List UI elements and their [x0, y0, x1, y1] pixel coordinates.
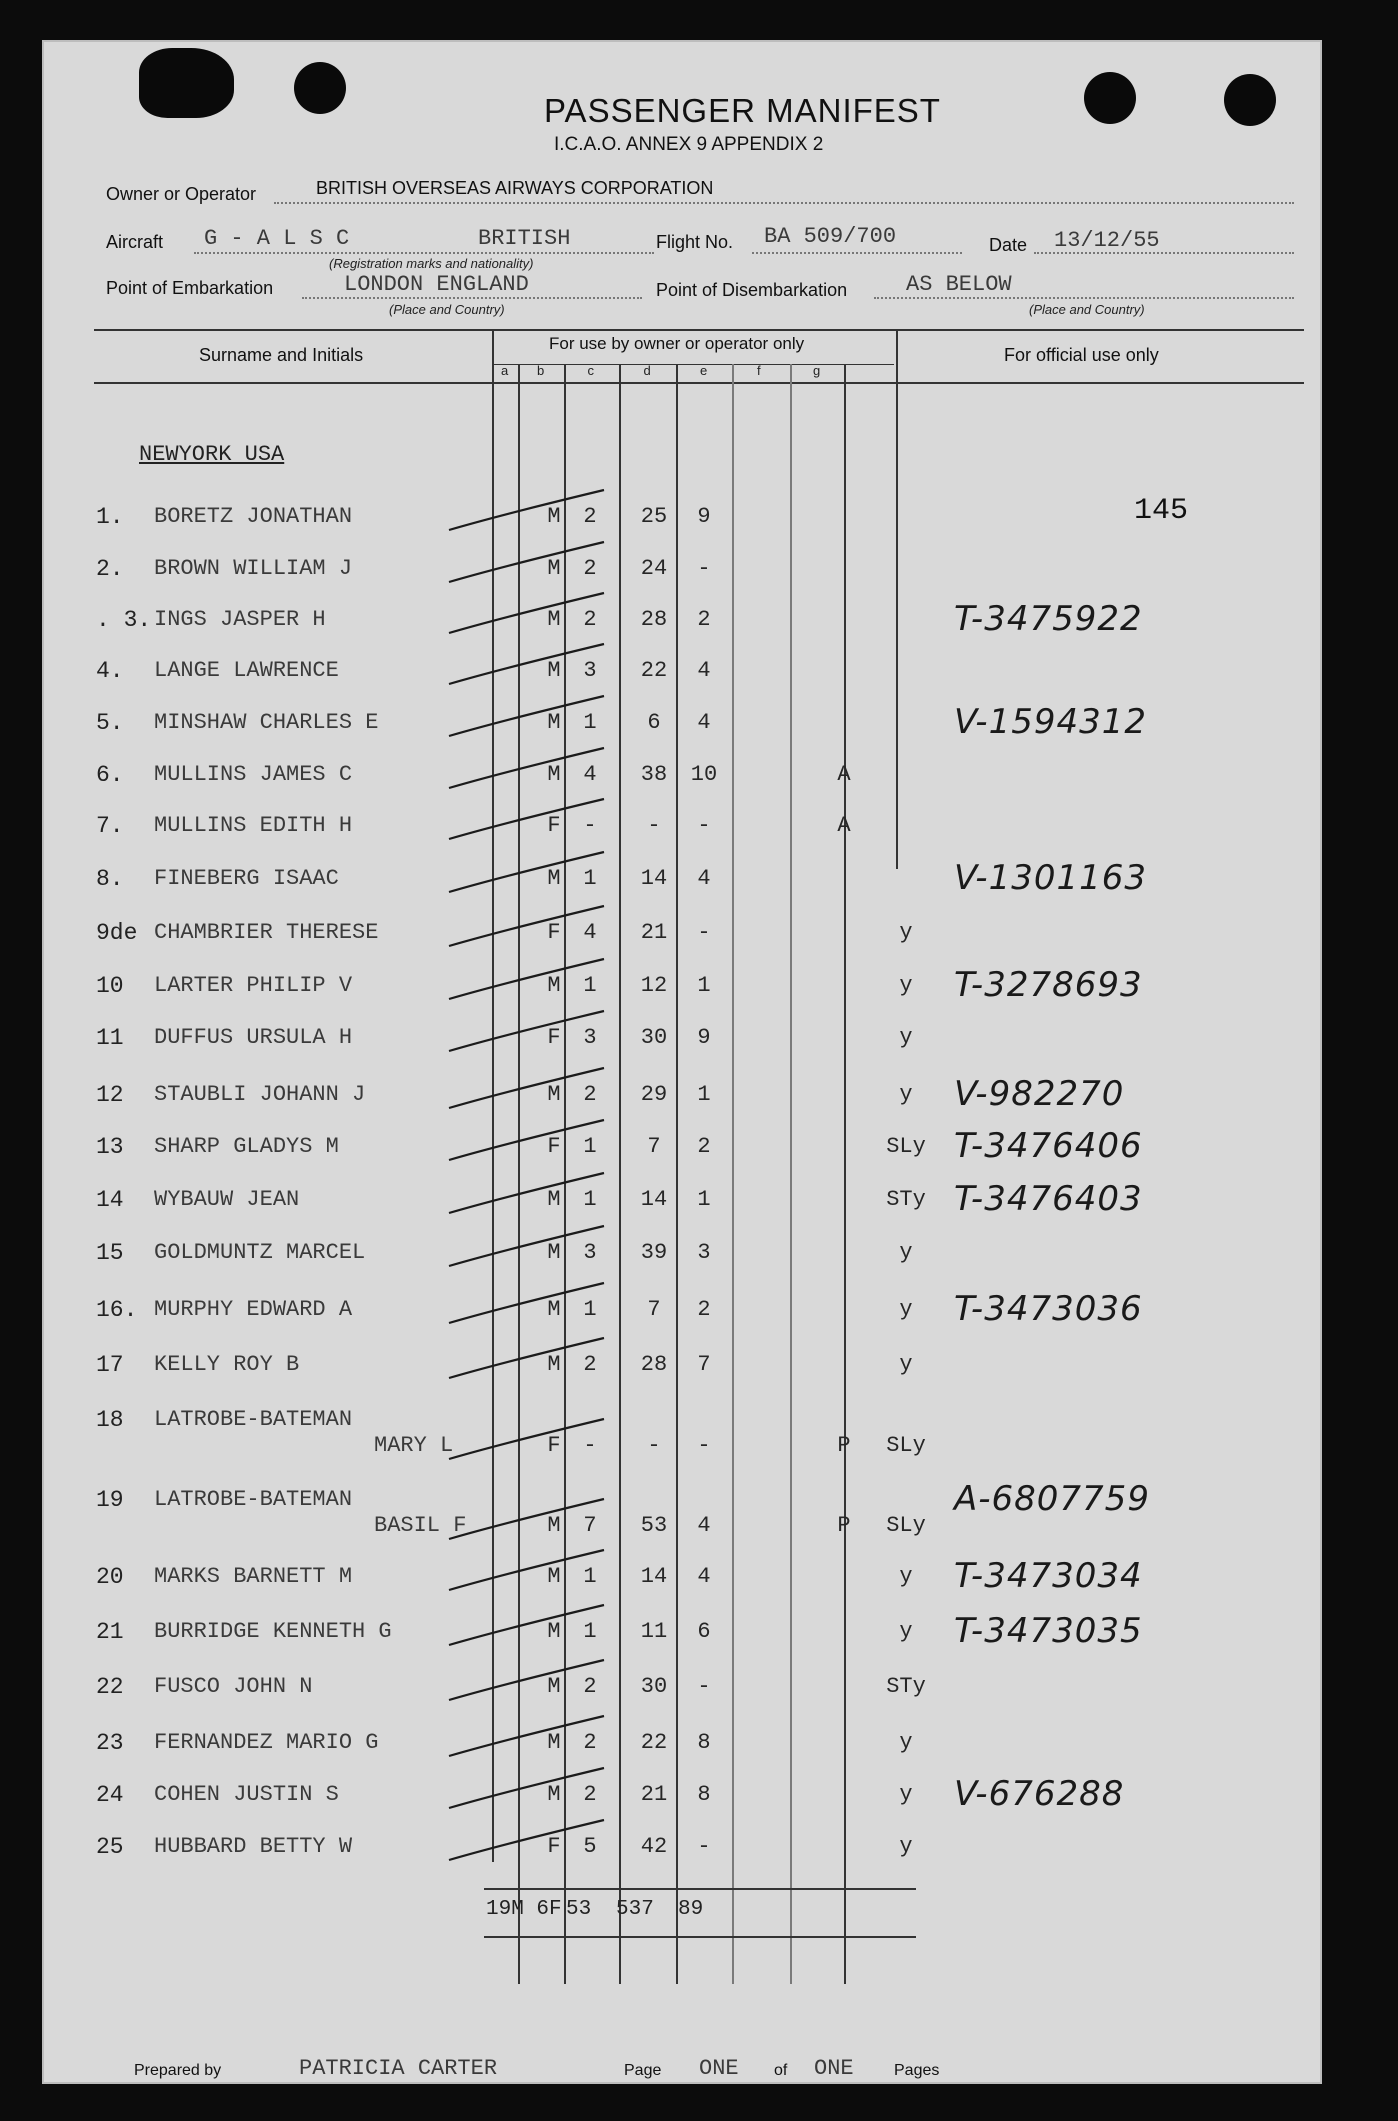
tick-stroke: [449, 1120, 604, 1160]
row-number: 9de: [96, 920, 138, 946]
passenger-name: HUBBARD BETTY W: [154, 1834, 353, 1859]
col-c: 30: [640, 1025, 668, 1050]
tick-stroke: [449, 1550, 604, 1590]
sub-column-c: c: [587, 363, 594, 378]
page-value: ONE: [699, 2056, 739, 2081]
embarkation-note: (Place and Country): [389, 302, 505, 317]
col-a: M: [547, 504, 561, 529]
col-c: 21: [640, 920, 668, 945]
col-a: F: [547, 1134, 561, 1159]
tick-stroke: [449, 696, 604, 736]
col-d: -: [697, 1433, 711, 1458]
col-b: -: [583, 813, 597, 838]
col-c: 14: [640, 1564, 668, 1589]
col-c: 28: [640, 1352, 668, 1377]
col-g: y: [899, 1082, 913, 1107]
passenger-name: STAUBLI JOHANN J: [154, 1082, 366, 1107]
tick-stroke: [449, 1338, 604, 1378]
passenger-name: WYBAUW JEAN: [154, 1187, 300, 1212]
official-number: T-3475922: [954, 599, 1143, 639]
row-number: 20: [96, 1564, 124, 1590]
date-value: 13/12/55: [1054, 228, 1160, 253]
col-a: M: [547, 1187, 561, 1212]
passenger-name: LATROBE-BATEMAN: [154, 1407, 353, 1432]
tick-stroke: [449, 1173, 604, 1213]
official-number: V-982270: [954, 1074, 1125, 1114]
col-g: y: [899, 1619, 913, 1644]
col-c: 11: [640, 1619, 668, 1644]
owner-value: BRITISH OVERSEAS AIRWAYS CORPORATION: [316, 178, 714, 198]
tick-stroke: [449, 1768, 604, 1808]
col-b: 4: [583, 920, 597, 945]
tick-stroke: [449, 1068, 604, 1108]
pages-label: Pages: [894, 2062, 940, 2079]
col-a: M: [547, 607, 561, 632]
col-a: M: [547, 1240, 561, 1265]
passenger-name: FINEBERG ISAAC: [154, 866, 339, 891]
page-subtitle: I.C.A.O. ANNEX 9 APPENDIX 2: [554, 134, 824, 155]
col-a: M: [547, 1352, 561, 1377]
row-number: 18: [96, 1407, 124, 1433]
official-number: T-3473034: [954, 1556, 1143, 1596]
row-number: 19: [96, 1487, 124, 1513]
col-c: 39: [640, 1240, 668, 1265]
row-number: 23: [96, 1730, 124, 1756]
tick-stroke: [449, 542, 604, 582]
col-d: 6: [697, 1619, 711, 1644]
col-b: 2: [583, 1674, 597, 1699]
col-d: 8: [697, 1730, 711, 1755]
col-b: 4: [583, 762, 597, 787]
col-c: -: [647, 1433, 661, 1458]
row-number: 15: [96, 1240, 124, 1266]
row-number: 1.: [96, 504, 124, 530]
col-d: 2: [697, 607, 711, 632]
row-number: 8.: [96, 866, 124, 892]
col-b: 1: [583, 1187, 597, 1212]
col-a: M: [547, 762, 561, 787]
col-d: 9: [697, 504, 711, 529]
prepared-by-value: PATRICIA CARTER: [299, 2056, 498, 2081]
col-a: M: [547, 1082, 561, 1107]
col-d: -: [697, 1834, 711, 1859]
tick-stroke: [449, 852, 604, 892]
disembarkation-value: AS BELOW: [906, 272, 1012, 297]
row-number: 4.: [96, 658, 124, 684]
official-number: V-1594312: [954, 702, 1147, 742]
col-g: y: [899, 1564, 913, 1589]
passenger-name: MURPHY EDWARD A: [154, 1297, 353, 1322]
col-b: 2: [583, 1730, 597, 1755]
col-a: M: [547, 556, 561, 581]
col-c: 12: [640, 973, 668, 998]
col-g: y: [899, 1352, 913, 1377]
official-number: V-1301163: [954, 858, 1147, 898]
aircraft-nationality: BRITISH: [478, 226, 571, 251]
col-b: 2: [583, 1352, 597, 1377]
aircraft-note: (Registration marks and nationality): [329, 256, 534, 271]
col-d: 3: [697, 1240, 711, 1265]
tick-stroke: [449, 593, 604, 633]
col-b: 2: [583, 504, 597, 529]
col-d: 2: [697, 1134, 711, 1159]
col-c: 21: [640, 1782, 668, 1807]
col-f: P: [837, 1433, 851, 1458]
prepared-by-label: Prepared by: [134, 2062, 222, 2079]
tick-stroke: [449, 1820, 604, 1860]
col-a: M: [547, 658, 561, 683]
flight-label: Flight No.: [656, 232, 734, 252]
col-b: 2: [583, 1782, 597, 1807]
col-a: F: [547, 920, 561, 945]
col-d: 1: [697, 1187, 711, 1212]
row-number: 25: [96, 1834, 124, 1860]
row-number: 22: [96, 1674, 124, 1700]
col-d: -: [697, 920, 711, 945]
page-label: Page: [624, 2062, 662, 2079]
tick-stroke: [449, 1499, 604, 1539]
col-d: 4: [697, 1564, 711, 1589]
tick-stroke: [449, 1226, 604, 1266]
col-c: 24: [640, 556, 668, 581]
col-a: M: [547, 973, 561, 998]
official-number: T-3476403: [954, 1179, 1143, 1219]
col-a: M: [547, 1782, 561, 1807]
col-f: A: [837, 762, 851, 787]
col-c: 29: [640, 1082, 668, 1107]
sub-column-a: a: [501, 363, 509, 378]
official-number: T-3278693: [954, 965, 1143, 1005]
col-d: 4: [697, 658, 711, 683]
col-d: 4: [697, 866, 711, 891]
col-a: F: [547, 1025, 561, 1050]
col-c: 6: [647, 710, 661, 735]
tick-marks: [44, 42, 1320, 2082]
tick-stroke: [449, 1419, 604, 1459]
passenger-name: MARKS BARNETT M: [154, 1564, 353, 1589]
col-g: SLy: [886, 1513, 926, 1538]
row-number: 5.: [96, 710, 124, 736]
passenger-name-cont: MARY L: [374, 1433, 454, 1458]
col-b: 1: [583, 973, 597, 998]
col-b: 3: [583, 1240, 597, 1265]
destination-heading: NEWYORK USA: [139, 442, 285, 467]
passenger-name: FUSCO JOHN N: [154, 1674, 313, 1699]
official-number: T-3476406: [954, 1126, 1143, 1166]
col-g: y: [899, 920, 913, 945]
col-c: 42: [640, 1834, 668, 1859]
tick-stroke: [449, 1283, 604, 1323]
tick-stroke: [449, 748, 604, 788]
passenger-name: FERNANDEZ MARIO G: [154, 1730, 379, 1755]
passenger-name: KELLY ROY B: [154, 1352, 300, 1377]
col-c: -: [647, 813, 661, 838]
col-g: y: [899, 1297, 913, 1322]
disembarkation-note: (Place and Country): [1029, 302, 1145, 317]
tick-stroke: [449, 799, 604, 839]
col-c: 14: [640, 866, 668, 891]
col-d: -: [697, 1674, 711, 1699]
passenger-name: DUFFUS URSULA H: [154, 1025, 353, 1050]
col-b: 3: [583, 658, 597, 683]
col-d: 10: [690, 762, 718, 787]
sub-column-g: g: [813, 363, 821, 378]
col-a: M: [547, 1513, 561, 1538]
tick-stroke: [449, 644, 604, 684]
page-title: PASSENGER MANIFEST: [544, 92, 941, 129]
passenger-name: LARTER PHILIP V: [154, 973, 353, 998]
col-a: M: [547, 710, 561, 735]
col-d: 4: [697, 710, 711, 735]
col-b: 5: [583, 1834, 597, 1859]
passenger-name: BURRIDGE KENNETH G: [154, 1619, 392, 1644]
total-b: 53: [566, 1898, 592, 1921]
col-g: y: [899, 1730, 913, 1755]
sub-column-e: e: [700, 363, 708, 378]
tick-stroke: [449, 1011, 604, 1051]
row-number: 2.: [96, 556, 124, 582]
row-number: 14: [96, 1187, 124, 1213]
official-number: V-676288: [954, 1774, 1125, 1814]
col-d: -: [697, 813, 711, 838]
col-b: 2: [583, 556, 597, 581]
col-c: 22: [640, 1730, 668, 1755]
total-d: 89: [678, 1898, 704, 1921]
passenger-name: CHAMBRIER THERESE: [154, 920, 379, 945]
date-label: Date: [989, 235, 1028, 255]
row-number: 16.: [96, 1297, 138, 1323]
row-number: 10: [96, 973, 124, 999]
col-g: y: [899, 1834, 913, 1859]
col-a: M: [547, 1674, 561, 1699]
tick-stroke: [449, 1660, 604, 1700]
passenger-name: BORETZ JONATHAN: [154, 504, 353, 529]
passenger-name: LANGE LAWRENCE: [154, 658, 339, 683]
col-a: M: [547, 1297, 561, 1322]
column-header-name: Surname and Initials: [199, 345, 364, 365]
owner-label: Owner or Operator: [106, 184, 257, 204]
col-b: -: [583, 1433, 597, 1458]
col-g: STy: [886, 1187, 926, 1212]
tick-stroke: [449, 1605, 604, 1645]
col-b: 1: [583, 710, 597, 735]
row-number: 17: [96, 1352, 124, 1378]
col-c: 7: [647, 1134, 661, 1159]
of-label: of: [774, 2062, 788, 2079]
col-c: 14: [640, 1187, 668, 1212]
passenger-name: MINSHAW CHARLES E: [154, 710, 379, 735]
row-number: 11: [96, 1025, 124, 1051]
passenger-name-cont: BASIL F: [374, 1513, 467, 1538]
row-number: 12: [96, 1082, 124, 1108]
passenger-name: BROWN WILLIAM J: [154, 556, 353, 581]
aircraft-label: Aircraft: [106, 232, 164, 252]
col-b: 7: [583, 1513, 597, 1538]
col-g: y: [899, 1782, 913, 1807]
total-sex: 19M 6F: [486, 1898, 562, 1921]
col-g: STy: [886, 1674, 926, 1699]
col-g: SLy: [886, 1134, 926, 1159]
passenger-name: GOLDMUNTZ MARCEL: [154, 1240, 366, 1265]
col-a: M: [547, 1564, 561, 1589]
col-d: 7: [697, 1352, 711, 1377]
official-number: T-3473035: [954, 1611, 1143, 1651]
col-b: 1: [583, 1619, 597, 1644]
col-d: 4: [697, 1513, 711, 1538]
row-number: 24: [96, 1782, 124, 1808]
col-a: F: [547, 813, 561, 838]
col-b: 3: [583, 1025, 597, 1050]
row-number: 13: [96, 1134, 124, 1160]
tick-stroke: [449, 1716, 604, 1756]
sub-column-d: d: [643, 363, 651, 378]
passenger-name: INGS JASPER H: [154, 607, 326, 632]
of-value: ONE: [814, 2056, 854, 2081]
col-g: y: [899, 1025, 913, 1050]
col-d: 9: [697, 1025, 711, 1050]
official-number: A-6807759: [954, 1479, 1150, 1519]
flight-number: BA 509/700: [764, 224, 897, 249]
sub-column-f: f: [757, 363, 761, 378]
col-b: 1: [583, 1134, 597, 1159]
column-header-owner: For use by owner or operator only: [549, 334, 805, 353]
row-number: 6.: [96, 762, 124, 788]
row-number: 7.: [96, 813, 124, 839]
col-b: 2: [583, 607, 597, 632]
col-a: M: [547, 866, 561, 891]
col-c: 30: [640, 1674, 668, 1699]
row-number: 21: [96, 1619, 124, 1645]
col-a: F: [547, 1834, 561, 1859]
tick-stroke: [449, 959, 604, 999]
column-header-official: For official use only: [1004, 345, 1159, 365]
aircraft-registration: G - A L S C: [204, 226, 350, 251]
col-b: 1: [583, 866, 597, 891]
col-g: y: [899, 1240, 913, 1265]
col-a: M: [547, 1619, 561, 1644]
col-c: 22: [640, 658, 668, 683]
col-f: P: [837, 1513, 851, 1538]
col-b: 2: [583, 1082, 597, 1107]
col-g: SLy: [886, 1433, 926, 1458]
col-d: 1: [697, 973, 711, 998]
col-d: 8: [697, 1782, 711, 1807]
sub-column-b: b: [537, 363, 545, 378]
col-d: 2: [697, 1297, 711, 1322]
col-a: F: [547, 1433, 561, 1458]
col-d: 1: [697, 1082, 711, 1107]
tick-stroke: [449, 906, 604, 946]
disembarkation-label: Point of Disembarkation: [656, 280, 848, 300]
col-c: 53: [640, 1513, 668, 1538]
col-b: 1: [583, 1564, 597, 1589]
passenger-name: COHEN JUSTIN S: [154, 1782, 339, 1807]
tick-stroke: [449, 490, 604, 530]
official-number: T-3473036: [954, 1289, 1143, 1329]
manifest-sheet: [42, 40, 1322, 2084]
col-c: 25: [640, 504, 668, 529]
col-g: y: [899, 973, 913, 998]
passenger-name: MULLINS JAMES C: [154, 762, 353, 787]
passenger-name: SHARP GLADYS M: [154, 1134, 339, 1159]
col-c: 28: [640, 607, 668, 632]
total-c: 537: [616, 1898, 654, 1921]
embarkation-label: Point of Embarkation: [106, 278, 274, 298]
col-b: 1: [583, 1297, 597, 1322]
col-d: -: [697, 556, 711, 581]
col-f: A: [837, 813, 851, 838]
row-number: . 3.: [96, 607, 152, 633]
page-number: 145: [1134, 494, 1189, 528]
col-a: M: [547, 1730, 561, 1755]
col-c: 7: [647, 1297, 661, 1322]
col-c: 38: [640, 762, 668, 787]
passenger-name: LATROBE-BATEMAN: [154, 1487, 353, 1512]
embarkation-value: LONDON ENGLAND: [344, 272, 529, 297]
passenger-name: MULLINS EDITH H: [154, 813, 353, 838]
